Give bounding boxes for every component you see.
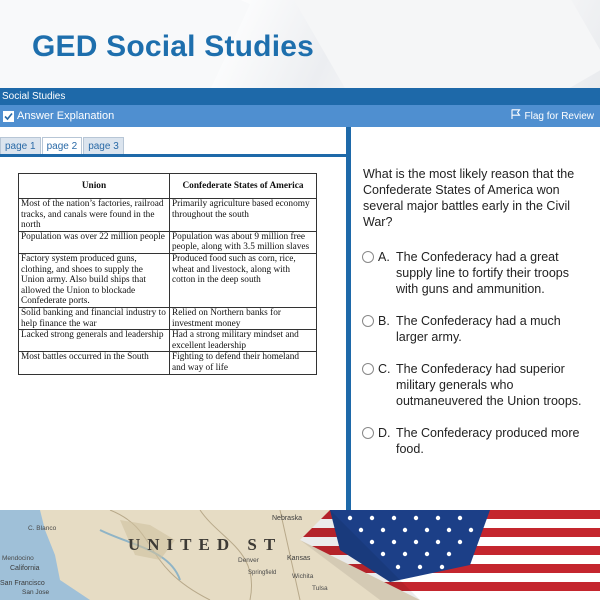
option-c[interactable]	[362, 361, 594, 409]
map-city-label: Wichita	[292, 573, 314, 580]
map-country-label: UNITED ST	[128, 535, 283, 554]
map-city-label: Tulsa	[312, 585, 328, 592]
option-a[interactable]	[362, 249, 594, 297]
table-cell: Lacked strong generals and leadership	[19, 330, 170, 352]
tab-page-3[interactable]: page 3	[83, 137, 124, 154]
table-cell: Factory system produced guns, clothing, and shoes to supply the Union army. Also build ships that allowed the Union to blockade Confederate ports.	[19, 253, 170, 307]
table-header-row	[19, 174, 317, 199]
tab-page-1[interactable]: page 1	[0, 137, 41, 154]
option-text: The Confederacy had superior military generals who outmaneuvered the Union troops.	[396, 362, 582, 408]
table-row	[19, 253, 317, 307]
option-letter: D.	[378, 426, 391, 440]
flag-for-review-label: Flag for Review	[524, 110, 594, 122]
question-text: What is the most likely reason that the Confederate States of America won several major battles early in the Civil War?	[363, 167, 575, 229]
answer-explanation-label: Answer Explanation	[17, 110, 115, 122]
table-cell: Most battles occurred in the South	[19, 352, 170, 374]
checkbox-icon	[3, 111, 14, 122]
option-letter: B.	[378, 314, 390, 328]
flag-icon	[510, 107, 522, 125]
answer-options	[362, 249, 594, 474]
table-cell: Population was over 22 million people	[19, 231, 170, 253]
table-cell: Produced food such as corn, rice, wheat and livestock, along with cotton in the deep south	[170, 253, 317, 307]
table-row	[19, 330, 317, 352]
radio-button[interactable]	[362, 315, 374, 327]
map-city-label: Denver	[238, 557, 259, 564]
table-cell: Fighting to defend their homeland and way of life	[170, 352, 317, 374]
panel-border	[0, 154, 346, 157]
table-cell: Solid banking and financial industry to help finance the war	[19, 307, 170, 329]
comparison-table-container	[18, 173, 317, 375]
flag-for-review-button[interactable]	[510, 107, 594, 125]
table-row	[19, 199, 317, 232]
option-letter: C.	[378, 362, 391, 376]
table-row	[19, 307, 317, 329]
hero-banner	[0, 0, 600, 88]
map-flag-illustration	[0, 510, 600, 600]
page-tabs	[0, 137, 125, 154]
toolbar	[0, 105, 600, 127]
radio-button[interactable]	[362, 363, 374, 375]
table-cell: Primarily agriculture based economy throughout the south	[170, 199, 317, 232]
map-city-label: Nebraska	[272, 515, 302, 522]
answer-explanation-button[interactable]	[3, 110, 114, 122]
map-city-label: Kansas	[287, 555, 311, 562]
option-b[interactable]	[362, 313, 594, 345]
table-cell: Relied on Northern banks for investment money	[170, 307, 317, 329]
table-cell: Population was about 9 million free people, along with 3.5 million slaves	[170, 231, 317, 253]
option-text: The Confederacy had a great supply line to fortify their troops with guns and ammunition.	[396, 250, 569, 296]
option-text: The Confederacy had a much larger army.	[396, 314, 561, 344]
table-row	[19, 352, 317, 374]
hero-title: GED Social Studies	[32, 30, 315, 63]
hero-facet	[291, 0, 600, 88]
option-d[interactable]	[362, 425, 594, 457]
map-city-label: San Francisco	[0, 580, 45, 587]
option-letter: A.	[378, 250, 390, 264]
table-cell: Most of the nation’s factories, railroad tracks, and canals were found in the north	[19, 199, 170, 232]
radio-button[interactable]	[362, 427, 374, 439]
map-city-label: Springfield	[248, 570, 277, 576]
comparison-table	[18, 173, 317, 375]
map-city-label: San Jose	[22, 589, 50, 596]
header-confederate: Confederate States of America	[170, 174, 317, 199]
header-union: Union	[19, 174, 170, 199]
table-cell: Had a strong military mindset and excellent leadership	[170, 330, 317, 352]
window-title: Social Studies	[0, 88, 600, 105]
table-row	[19, 231, 317, 253]
map-flag-image	[0, 510, 600, 600]
radio-button[interactable]	[362, 251, 374, 263]
panel-divider[interactable]	[346, 127, 351, 510]
test-window	[0, 88, 600, 510]
map-city-label: C. Blanco	[28, 525, 57, 532]
tab-page-2[interactable]: page 2	[42, 137, 83, 154]
map-city-label: Mendocino	[2, 555, 34, 562]
map-city-label: California	[10, 565, 40, 572]
option-text: The Confederacy produced more food.	[396, 426, 580, 456]
